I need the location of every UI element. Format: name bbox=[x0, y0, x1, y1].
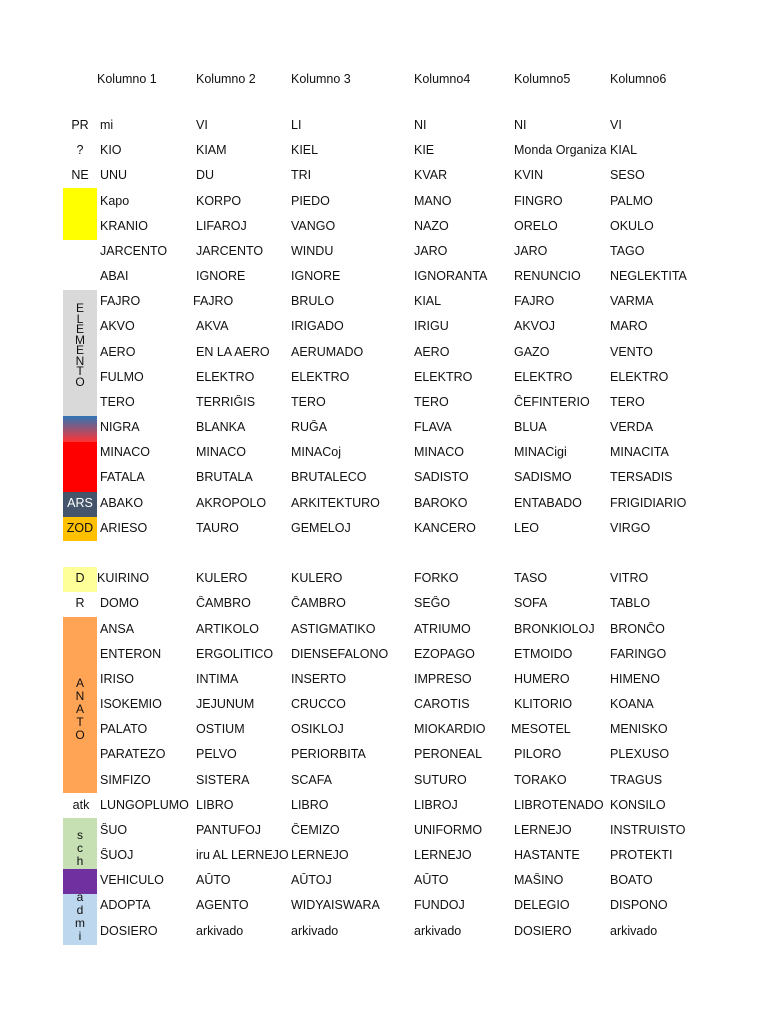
table-cell: ENTABADO bbox=[514, 496, 582, 510]
table-cell: LERNEJO bbox=[291, 848, 349, 862]
table-cell: TERRIĜIS bbox=[196, 395, 256, 409]
column-header: Kolumno 3 bbox=[291, 72, 351, 86]
table-cell: ĈAMBRO bbox=[291, 596, 346, 610]
table-cell: KIAM bbox=[196, 143, 227, 157]
table-cell: TORAKO bbox=[514, 773, 567, 787]
table-cell: KVAR bbox=[414, 168, 448, 182]
table-cell: arkivado bbox=[291, 924, 339, 938]
table-cell: SEĜO bbox=[414, 596, 451, 610]
table-cell: ĈEMIZO bbox=[291, 823, 340, 837]
table-cell: MINACoj bbox=[291, 445, 342, 459]
table-cell: ARTIKOLO bbox=[196, 622, 259, 636]
table-cell: HIMENO bbox=[610, 672, 660, 686]
table-cell: BLUA bbox=[514, 420, 547, 434]
table-cell: BOATO bbox=[610, 873, 653, 887]
table-cell: mi bbox=[100, 118, 114, 132]
table-cell: ORELO bbox=[514, 219, 558, 233]
table-cell: DOSIERO bbox=[514, 924, 572, 938]
table-cell: LI bbox=[291, 118, 302, 132]
table-cell: VENTO bbox=[610, 345, 653, 359]
table-cell: AŬTO bbox=[414, 873, 449, 887]
table-cell: JARO bbox=[414, 244, 448, 258]
table-cell: SCAFA bbox=[291, 773, 332, 787]
table-cell: KULERO bbox=[196, 571, 248, 585]
table-cell: FULMO bbox=[100, 370, 144, 384]
row-label: atk bbox=[72, 798, 90, 812]
sch-vertical-label: s c h bbox=[76, 828, 84, 868]
table-cell: AKVO bbox=[100, 319, 135, 333]
table-cell: LERNEJO bbox=[414, 848, 472, 862]
table-cell: EN LA AERO bbox=[196, 345, 270, 359]
table-cell: PERONEAL bbox=[414, 747, 483, 761]
table-cell: TASO bbox=[514, 571, 548, 585]
table-cell: MENISKO bbox=[610, 722, 668, 736]
admi-vertical-label: a d m i bbox=[75, 890, 85, 943]
table-cell: MINACO bbox=[196, 445, 246, 459]
table-cell: MESOTEL bbox=[511, 722, 571, 736]
table-cell: ŜUOJ bbox=[100, 848, 134, 862]
table-cell: PERIORBITA bbox=[291, 747, 366, 761]
table-cell: ADOPTA bbox=[100, 898, 151, 912]
table-cell: TRI bbox=[291, 168, 312, 182]
table-cell: KIE bbox=[414, 143, 435, 157]
table-cell: GAZO bbox=[514, 345, 550, 359]
table-cell: LIBRO bbox=[291, 798, 329, 812]
table-cell: PLEXUSO bbox=[610, 747, 670, 761]
table-cell: PIEDO bbox=[291, 194, 330, 208]
table-cell: FORKO bbox=[414, 571, 459, 585]
column-header: Kolumno 2 bbox=[196, 72, 256, 86]
table-cell: ABAKO bbox=[100, 496, 144, 510]
table-cell: BRUTALECO bbox=[291, 470, 367, 484]
table-cell: PELVO bbox=[196, 747, 237, 761]
table-cell: ĈEFINTERIO bbox=[514, 395, 590, 409]
table-cell: LIBROTENADO bbox=[514, 798, 604, 812]
table-cell: JEJUNUM bbox=[196, 697, 255, 711]
table-cell: DISPONO bbox=[610, 898, 668, 912]
table-cell: MIOKARDIO bbox=[414, 722, 486, 736]
table-cell: AERO bbox=[414, 345, 450, 359]
table-cell: ATRIUMO bbox=[414, 622, 471, 636]
table-cell: TERO bbox=[610, 395, 645, 409]
table-cell: DOMO bbox=[100, 596, 139, 610]
table-cell: PALMO bbox=[610, 194, 653, 208]
table-cell: AERO bbox=[100, 345, 136, 359]
table-cell: MINACITA bbox=[610, 445, 669, 459]
column-header: Kolumno6 bbox=[610, 72, 667, 86]
table-cell: DELEGIO bbox=[514, 898, 570, 912]
table-cell: VITRO bbox=[610, 571, 649, 585]
table-cell: IRIGADO bbox=[291, 319, 344, 333]
row-label: D bbox=[75, 571, 85, 585]
table-cell: CRUCCO bbox=[291, 697, 346, 711]
table-cell: LIFAROJ bbox=[196, 219, 247, 233]
table-cell: INSERTO bbox=[291, 672, 347, 686]
table-cell: VARMA bbox=[610, 294, 654, 308]
table-cell: arkivado bbox=[196, 924, 244, 938]
table-cell: LERNEJO bbox=[514, 823, 572, 837]
table-cell: NIGRA bbox=[100, 420, 140, 434]
table-cell: BRUTALA bbox=[196, 470, 253, 484]
row-label: PR bbox=[71, 118, 89, 132]
table-cell: IGNORE bbox=[291, 269, 341, 283]
table-cell: LIBRO bbox=[196, 798, 234, 812]
row-label: ZOD bbox=[66, 521, 94, 535]
table-cell: VIRGO bbox=[610, 521, 651, 535]
table-cell: MINACO bbox=[414, 445, 464, 459]
table-cell: LUNGOPLUMO bbox=[100, 798, 189, 812]
row-label: ? bbox=[76, 143, 84, 157]
table-cell: arkivado bbox=[414, 924, 462, 938]
table-cell: FUNDOJ bbox=[414, 898, 465, 912]
table-cell: JARCENTO bbox=[196, 244, 264, 258]
table-cell: KIAL bbox=[610, 143, 638, 157]
table-cell: NI bbox=[514, 118, 527, 132]
table-cell: DU bbox=[196, 168, 215, 182]
table-cell: arkivado bbox=[610, 924, 658, 938]
table-cell: PILORO bbox=[514, 747, 562, 761]
table-cell: ASTIGMATIKO bbox=[291, 622, 376, 636]
table-cell: SOFA bbox=[514, 596, 548, 610]
table-cell: KIO bbox=[100, 143, 122, 157]
table-cell: BRONKIOLOJ bbox=[514, 622, 595, 636]
elemento-vertical-label: E L E M E N T O bbox=[75, 301, 85, 389]
table-cell: INSTRUISTO bbox=[610, 823, 686, 837]
table-cell: VI bbox=[610, 118, 622, 132]
table-cell: IRIGU bbox=[414, 319, 449, 333]
table-cell: BLANKA bbox=[196, 420, 246, 434]
table-cell: TABLO bbox=[610, 596, 651, 610]
row-label: R bbox=[75, 596, 85, 610]
table-cell: KVIN bbox=[514, 168, 544, 182]
table-cell: KIAL bbox=[414, 294, 442, 308]
yellow-band bbox=[63, 188, 97, 240]
table-cell: UNU bbox=[100, 168, 128, 182]
table-cell: DIENSEFALONO bbox=[291, 647, 389, 661]
table-cell: SUTURO bbox=[414, 773, 467, 787]
table-cell: UNIFORMO bbox=[414, 823, 483, 837]
table-cell: AKVOJ bbox=[514, 319, 555, 333]
table-cell: OKULO bbox=[610, 219, 654, 233]
table-cell: MARO bbox=[610, 319, 648, 333]
table-cell: KANCERO bbox=[414, 521, 476, 535]
table-cell: FINGRO bbox=[514, 194, 563, 208]
table-cell: RUĜA bbox=[291, 420, 328, 434]
table-cell: HUMERO bbox=[514, 672, 570, 686]
table-cell: DOSIERO bbox=[100, 924, 158, 938]
table-cell: BAROKO bbox=[414, 496, 468, 510]
table-cell: AKVA bbox=[196, 319, 229, 333]
table-cell: FLAVA bbox=[414, 420, 452, 434]
table-cell: AERUMADO bbox=[291, 345, 364, 359]
table-cell: ARIESO bbox=[100, 521, 148, 535]
table-cell: LIBROJ bbox=[414, 798, 458, 812]
table-cell: IRISO bbox=[100, 672, 135, 686]
column-header: Kolumno4 bbox=[414, 72, 471, 86]
table-cell: PARATEZO bbox=[100, 747, 166, 761]
table-cell: BRONĈO bbox=[610, 622, 665, 636]
table-cell: VANGO bbox=[291, 219, 336, 233]
table-cell: TERO bbox=[414, 395, 449, 409]
table-cell: BRULO bbox=[291, 294, 335, 308]
table-cell: VERDA bbox=[610, 420, 654, 434]
table-cell: TAGO bbox=[610, 244, 645, 258]
table-cell: Kapo bbox=[100, 194, 130, 208]
table-cell: AŬTOJ bbox=[291, 873, 332, 887]
table-cell: SISTERA bbox=[196, 773, 250, 787]
table-cell: MAŜINO bbox=[514, 873, 564, 887]
table-cell: OSTIUM bbox=[196, 722, 245, 736]
table-cell: JARO bbox=[514, 244, 548, 258]
row-label: NE bbox=[71, 168, 89, 182]
table-cell: SADISTO bbox=[414, 470, 469, 484]
table-cell: KOANA bbox=[610, 697, 654, 711]
table-cell: LEO bbox=[514, 521, 540, 535]
table-cell: FAJRO bbox=[514, 294, 555, 308]
table-cell: CAROTIS bbox=[414, 697, 470, 711]
table-cell: IGNORE bbox=[196, 269, 246, 283]
table-cell: ELEKTRO bbox=[414, 370, 473, 384]
table-cell: TERSADIS bbox=[610, 470, 673, 484]
table-cell: iru AL LERNEJO bbox=[196, 848, 289, 862]
table-cell: KORPO bbox=[196, 194, 242, 208]
table-cell: MANO bbox=[414, 194, 452, 208]
table-cell: ELEKTRO bbox=[291, 370, 350, 384]
table-cell: FAJRO bbox=[100, 294, 141, 308]
table-cell: ELEKTRO bbox=[196, 370, 255, 384]
table-cell: NAZO bbox=[414, 219, 449, 233]
table-cell: IGNORANTA bbox=[414, 269, 488, 283]
table-cell: PROTEKTI bbox=[610, 848, 673, 862]
table-cell: OSIKLOJ bbox=[291, 722, 344, 736]
table-cell: KULERO bbox=[291, 571, 343, 585]
table-cell: AKROPOLO bbox=[196, 496, 267, 510]
color-gradient-band bbox=[63, 416, 97, 442]
table-cell: JARCENTO bbox=[100, 244, 168, 258]
table-cell: ERGOLITICO bbox=[196, 647, 274, 661]
column-header: Kolumno 1 bbox=[97, 72, 157, 86]
table-cell: TERO bbox=[291, 395, 326, 409]
table-cell: WIDYAISWARA bbox=[291, 898, 380, 912]
table-cell: FATALA bbox=[100, 470, 145, 484]
table-cell: GEMELOJ bbox=[291, 521, 351, 535]
table-cell: ETMOIDO bbox=[514, 647, 573, 661]
table-cell: EZOPAGO bbox=[414, 647, 475, 661]
table-cell: ARKITEKTURO bbox=[291, 496, 380, 510]
table-cell: ELEKTRO bbox=[514, 370, 573, 384]
table-cell: MINACO bbox=[100, 445, 150, 459]
table-cell: ENTERON bbox=[100, 647, 162, 661]
table-cell: ABAI bbox=[100, 269, 129, 283]
table-cell: NEGLEKTITA bbox=[610, 269, 687, 283]
table-cell: AŬTO bbox=[196, 873, 231, 887]
table-cell: ŜUO bbox=[100, 823, 128, 837]
row-label: ARS bbox=[67, 496, 93, 510]
table-cell: KIEL bbox=[291, 143, 319, 157]
table-cell: SIMFIZO bbox=[100, 773, 151, 787]
table-cell: PALATO bbox=[100, 722, 148, 736]
table-cell: HASTANTE bbox=[514, 848, 580, 862]
red-band bbox=[63, 442, 97, 492]
table-cell: TERO bbox=[100, 395, 135, 409]
table-cell: ISOKEMIO bbox=[100, 697, 162, 711]
table-cell: NI bbox=[414, 118, 427, 132]
table-cell: AGENTO bbox=[196, 898, 249, 912]
table-cell: INTIMA bbox=[196, 672, 239, 686]
anato-vertical-label: A N A T O bbox=[75, 676, 85, 742]
table-cell: ĈAMBRO bbox=[196, 596, 251, 610]
table-cell: FARINGO bbox=[610, 647, 667, 661]
table-cell: FAJRO bbox=[193, 294, 234, 308]
table-cell: VEHICULO bbox=[100, 873, 164, 887]
table-cell: KRANIO bbox=[100, 219, 148, 233]
table-cell: TRAGUS bbox=[610, 773, 663, 787]
table-cell: KLITORIO bbox=[514, 697, 573, 711]
table-cell: PANTUFOJ bbox=[196, 823, 262, 837]
table-cell: SESO bbox=[610, 168, 645, 182]
table-cell: WINDU bbox=[291, 244, 334, 258]
table-cell: KONSILO bbox=[610, 798, 666, 812]
table-cell: SADISMO bbox=[514, 470, 572, 484]
table-cell: VI bbox=[196, 118, 208, 132]
table-cell: ELEKTRO bbox=[610, 370, 669, 384]
table-cell: FRIGIDIARIO bbox=[610, 496, 687, 510]
table-cell: KUIRINO bbox=[97, 571, 150, 585]
table-cell: Monda Organiza bbox=[514, 143, 607, 157]
table-cell: TAURO bbox=[196, 521, 239, 535]
table-cell: IMPRESO bbox=[414, 672, 472, 686]
column-header: Kolumno5 bbox=[514, 72, 571, 86]
table-cell: RENUNCIO bbox=[514, 269, 581, 283]
table-cell: MINACigi bbox=[514, 445, 567, 459]
table-cell: ANSA bbox=[100, 622, 135, 636]
